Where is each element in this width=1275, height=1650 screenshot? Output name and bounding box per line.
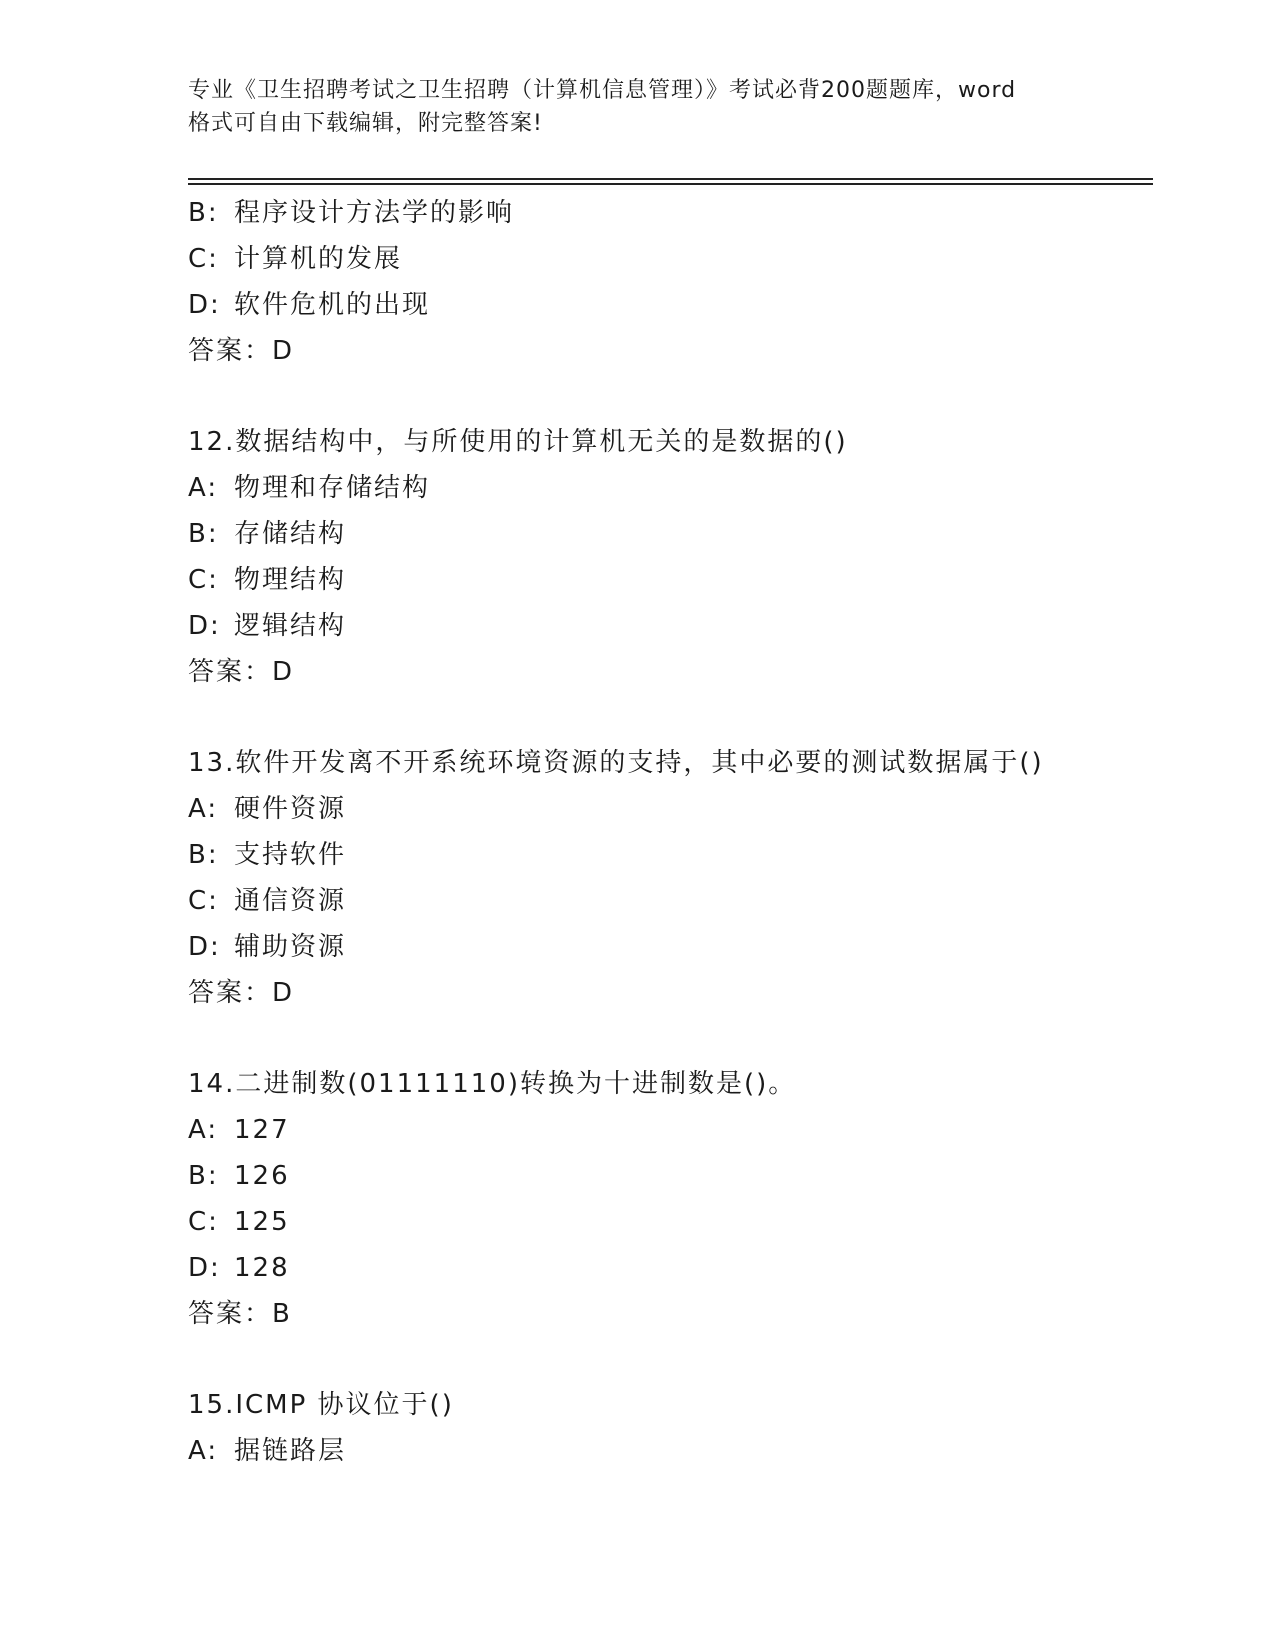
option-text: 软件危机的出现 bbox=[234, 290, 431, 320]
option-d bbox=[188, 1245, 1153, 1291]
question-stem: 14.二进制数(01111110)转换为十进制数是()。 bbox=[188, 1069, 797, 1099]
header-divider-bottom bbox=[188, 183, 1153, 185]
option-key: A: bbox=[188, 473, 219, 503]
option-text: 辅助资源 bbox=[234, 932, 347, 962]
answer: 答案：B bbox=[188, 1299, 292, 1329]
question-spacer bbox=[188, 374, 1153, 419]
question-stem: 15.ICMP 协议位于() bbox=[188, 1390, 454, 1420]
option-key: A: bbox=[188, 1115, 219, 1145]
question-15 bbox=[188, 1382, 1153, 1474]
option-a bbox=[188, 786, 1153, 832]
answer: 答案：D bbox=[188, 336, 295, 366]
option-text: 128 bbox=[234, 1253, 290, 1283]
option-key: D: bbox=[188, 1253, 221, 1283]
option-b bbox=[188, 1153, 1153, 1199]
option-c bbox=[188, 878, 1153, 924]
option-key: A: bbox=[188, 794, 219, 824]
option-text: 125 bbox=[234, 1207, 290, 1237]
option-text: 物理和存储结构 bbox=[234, 473, 431, 503]
option-b bbox=[188, 511, 1153, 557]
question-13 bbox=[188, 740, 1153, 1016]
option-text: 存储结构 bbox=[234, 519, 347, 549]
document-header bbox=[188, 74, 1088, 140]
option-key: B: bbox=[188, 519, 219, 549]
option-key: C: bbox=[188, 565, 219, 595]
option-key: B: bbox=[188, 840, 219, 870]
question-list bbox=[188, 190, 1153, 1474]
option-text: 通信资源 bbox=[234, 886, 347, 916]
header-title-line-1: 专业《卫生招聘考试之卫生招聘（计算机信息管理）》考试必背200题题库，word bbox=[188, 78, 1017, 103]
option-text: 程序设计方法学的影响 bbox=[234, 198, 515, 228]
option-text: 硬件资源 bbox=[234, 794, 347, 824]
option-key: B: bbox=[188, 1161, 219, 1191]
option-d bbox=[188, 924, 1153, 970]
option-c bbox=[188, 236, 1153, 282]
option-text: 计算机的发展 bbox=[234, 244, 403, 274]
option-d bbox=[188, 603, 1153, 649]
option-key: C: bbox=[188, 886, 219, 916]
option-key: A: bbox=[188, 1436, 219, 1466]
question-spacer bbox=[188, 1016, 1153, 1061]
option-key: D: bbox=[188, 611, 221, 641]
option-d bbox=[188, 282, 1153, 328]
option-text: 126 bbox=[234, 1161, 290, 1191]
option-text: 127 bbox=[234, 1115, 290, 1145]
option-key: D: bbox=[188, 290, 221, 320]
option-a bbox=[188, 1107, 1153, 1153]
option-text: 支持软件 bbox=[234, 840, 347, 870]
option-a bbox=[188, 465, 1153, 511]
question-stem: 12.数据结构中，与所使用的计算机无关的是数据的() bbox=[188, 427, 848, 457]
option-b bbox=[188, 190, 1153, 236]
option-c bbox=[188, 1199, 1153, 1245]
option-text: 逻辑结构 bbox=[234, 611, 347, 641]
option-a bbox=[188, 1428, 1153, 1474]
question-stem: 13.软件开发离不开系统环境资源的支持，其中必要的测试数据属于() bbox=[188, 748, 1044, 778]
option-text: 物理结构 bbox=[234, 565, 347, 595]
option-c bbox=[188, 557, 1153, 603]
option-b bbox=[188, 832, 1153, 878]
question-11-tail bbox=[188, 190, 1153, 374]
option-key: B: bbox=[188, 198, 219, 228]
header-divider-top bbox=[188, 178, 1153, 180]
header-title-line-2: 格式可自由下载编辑，附完整答案! bbox=[188, 111, 543, 136]
question-14 bbox=[188, 1061, 1153, 1337]
answer: 答案：D bbox=[188, 657, 295, 687]
option-key: C: bbox=[188, 1207, 219, 1237]
question-spacer bbox=[188, 1337, 1153, 1382]
option-key: C: bbox=[188, 244, 219, 274]
answer: 答案：D bbox=[188, 978, 295, 1008]
option-text: 据链路层 bbox=[234, 1436, 347, 1466]
question-12 bbox=[188, 419, 1153, 695]
question-spacer bbox=[188, 695, 1153, 740]
option-key: D: bbox=[188, 932, 221, 962]
